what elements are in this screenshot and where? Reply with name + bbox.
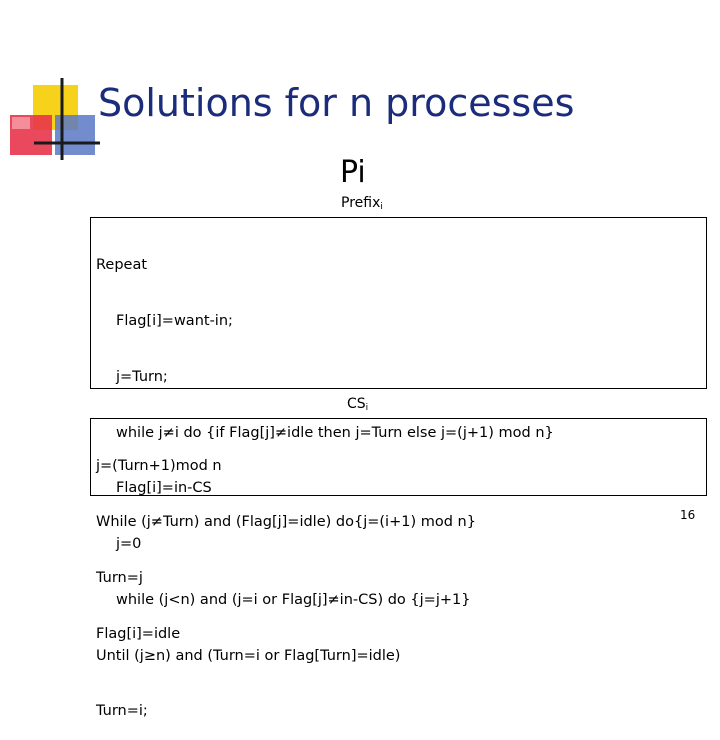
cs-code-line: Turn=j	[96, 569, 143, 586]
prefix-code-line: Until (j≥n) and (Turn=i or Flag[Turn]=idle)	[96, 647, 401, 664]
cs-code-line: j=(Turn+1)mod n	[96, 458, 222, 475]
prefix-code-line: Flag[i]=in-CS	[116, 480, 212, 497]
logo-red-highlight	[12, 117, 30, 129]
process-name: Pi	[340, 155, 366, 190]
prefix-label-subscript: i	[380, 202, 383, 212]
prefix-label-text: Prefix	[341, 195, 381, 211]
prefix-code-line: Turn=i;	[96, 703, 148, 720]
cs-code-line: Flag[i]=idle	[96, 625, 181, 642]
prefix-code-line: j=Turn;	[116, 368, 168, 385]
prefix-code-line: Repeat	[96, 257, 148, 274]
prefix-code-line: Flag[i]=want-in;	[116, 312, 233, 329]
prefix-code-line: j=0	[116, 536, 142, 553]
prefix-code-line: while (j<n) and (j=i or Flag[j]≠in-CS) do {j=j+1}	[116, 591, 471, 608]
page-number: 16	[680, 508, 696, 522]
slide-title: Solutions for n processes	[98, 81, 575, 125]
cs-label-subscript: i	[365, 403, 369, 413]
slide-logo-icon	[0, 0, 110, 170]
cs-label-text: CS	[347, 396, 366, 412]
cs-label	[347, 396, 368, 417]
prefix-code-line: while j≠i do {if Flag[j]≠idle then j=Turn else j=(j+1) mod n}	[116, 424, 554, 441]
prefix-label	[341, 195, 383, 216]
cs-code-line: While (j≠Turn) and (Flag[j]=idle) do{j=(i+1) mod n}	[96, 513, 476, 530]
